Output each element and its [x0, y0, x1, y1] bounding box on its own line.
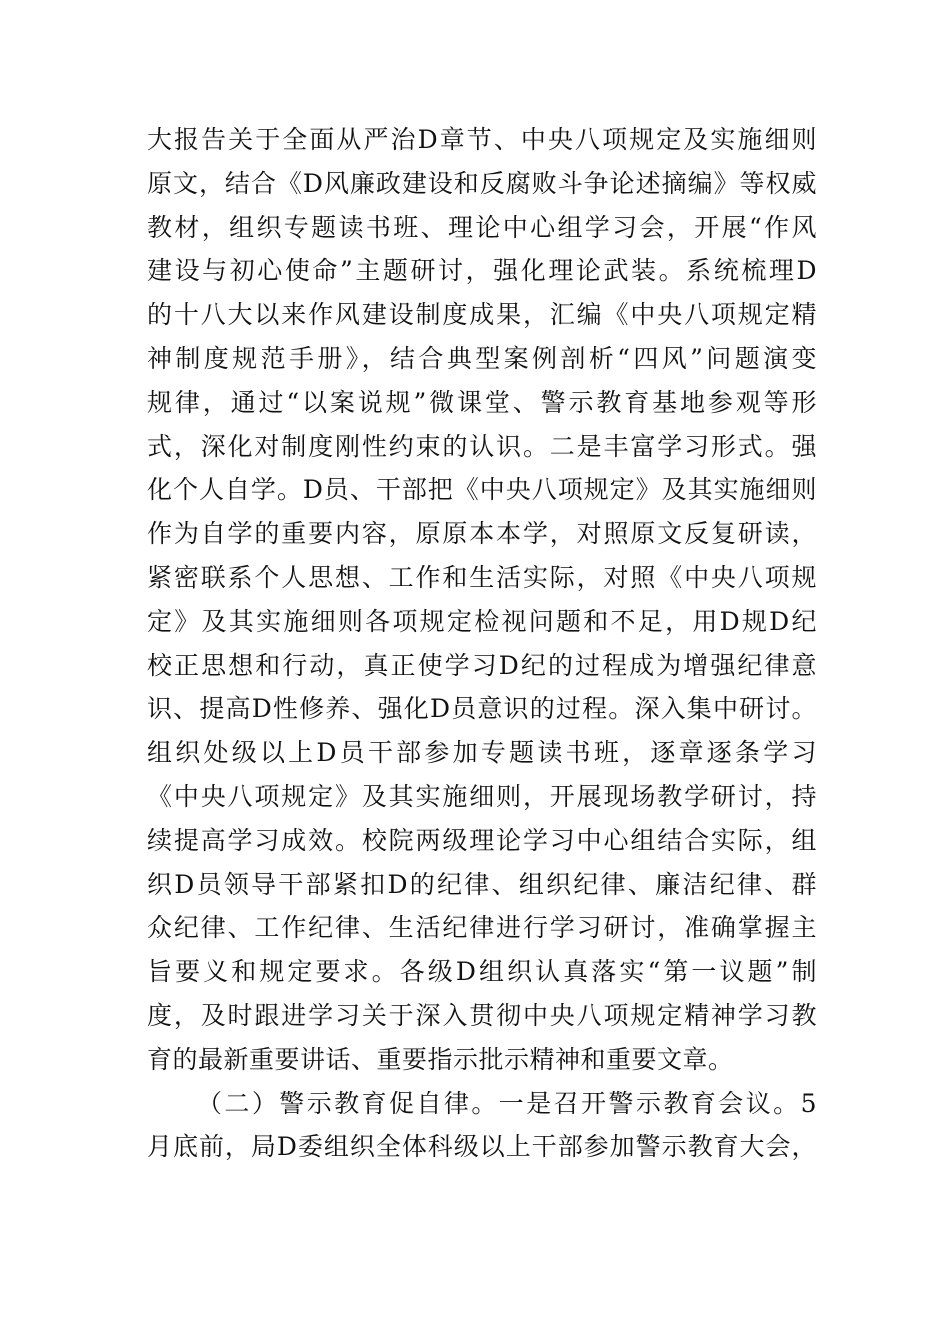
text-line: 式，深化对制度刚性约束的认识。二是丰富学习形式。强: [147, 431, 817, 461]
text-line: 织D员领导干部紧扣D的纪律、组织纪律、廉洁纪律、群: [147, 869, 817, 899]
text-line: 《中央八项规定》及其实施细则，开展现场教学研讨，持: [147, 781, 817, 811]
text-line: 续提高学习成效。校院两级理论学习中心组结合实际，组: [147, 825, 817, 855]
text-line: 定》及其实施细则各项规定检视问题和不足，用D规D纪: [147, 606, 817, 636]
text-line: 作为自学的重要内容，原原本本学，对照原文反复研读，: [147, 519, 817, 549]
text-line: 识、提高D性修养、强化D员意识的过程。深入集中研讨。: [147, 694, 817, 724]
text-line: 组织处级以上D员干部参加专题读书班，逐章逐条学习: [147, 738, 817, 768]
text-line: 校正思想和行动，真正使学习D纪的过程成为增强纪律意: [147, 650, 817, 680]
text-line: 规律，通过“以案说规”微课堂、警示教育基地参观等形: [147, 387, 817, 417]
text-line: 建设与初心使命”主题研讨，强化理论武装。系统梳理D: [147, 256, 817, 286]
text-line: 大报告关于全面从严治D章节、中央八项规定及实施细则: [147, 125, 817, 154]
text-line: 教材，组织专题读书班、理论中心组学习会，开展“作风: [147, 212, 817, 242]
text-line: 原文，结合《D风廉政建设和反腐败斗争论述摘编》等权威: [147, 168, 817, 198]
text-line: 月底前，局D委组织全体科级以上干部参加警示教育大会，: [147, 1132, 817, 1162]
section-heading-line: （二）警示教育促自律。一是召开警示教育会议。5: [197, 1088, 817, 1118]
paragraph-end-line: 育的最新重要讲话、重要指示批示精神和重要文章。: [147, 1044, 734, 1074]
text-line: 旨要义和规定要求。各级D组织认真落实“第一议题”制: [147, 957, 817, 987]
text-line: 神制度规范手册》，结合典型案例剖析“四风”问题演变: [147, 343, 817, 373]
body-text: [147, 118, 817, 1169]
text-line: 的十八大以来作风建设制度成果，汇编《中央八项规定精: [147, 300, 817, 330]
text-line: 度，及时跟进学习关于深入贯彻中央八项规定精神学习教: [147, 1000, 817, 1030]
text-line: 众纪律、工作纪律、生活纪律进行学习研讨，准确掌握主: [147, 913, 817, 943]
text-line: 化个人自学。D员、干部把《中央八项规定》及其实施细则: [147, 475, 817, 505]
text-line: 紧密联系个人思想、工作和生活实际，对照《中央八项规: [147, 562, 817, 592]
